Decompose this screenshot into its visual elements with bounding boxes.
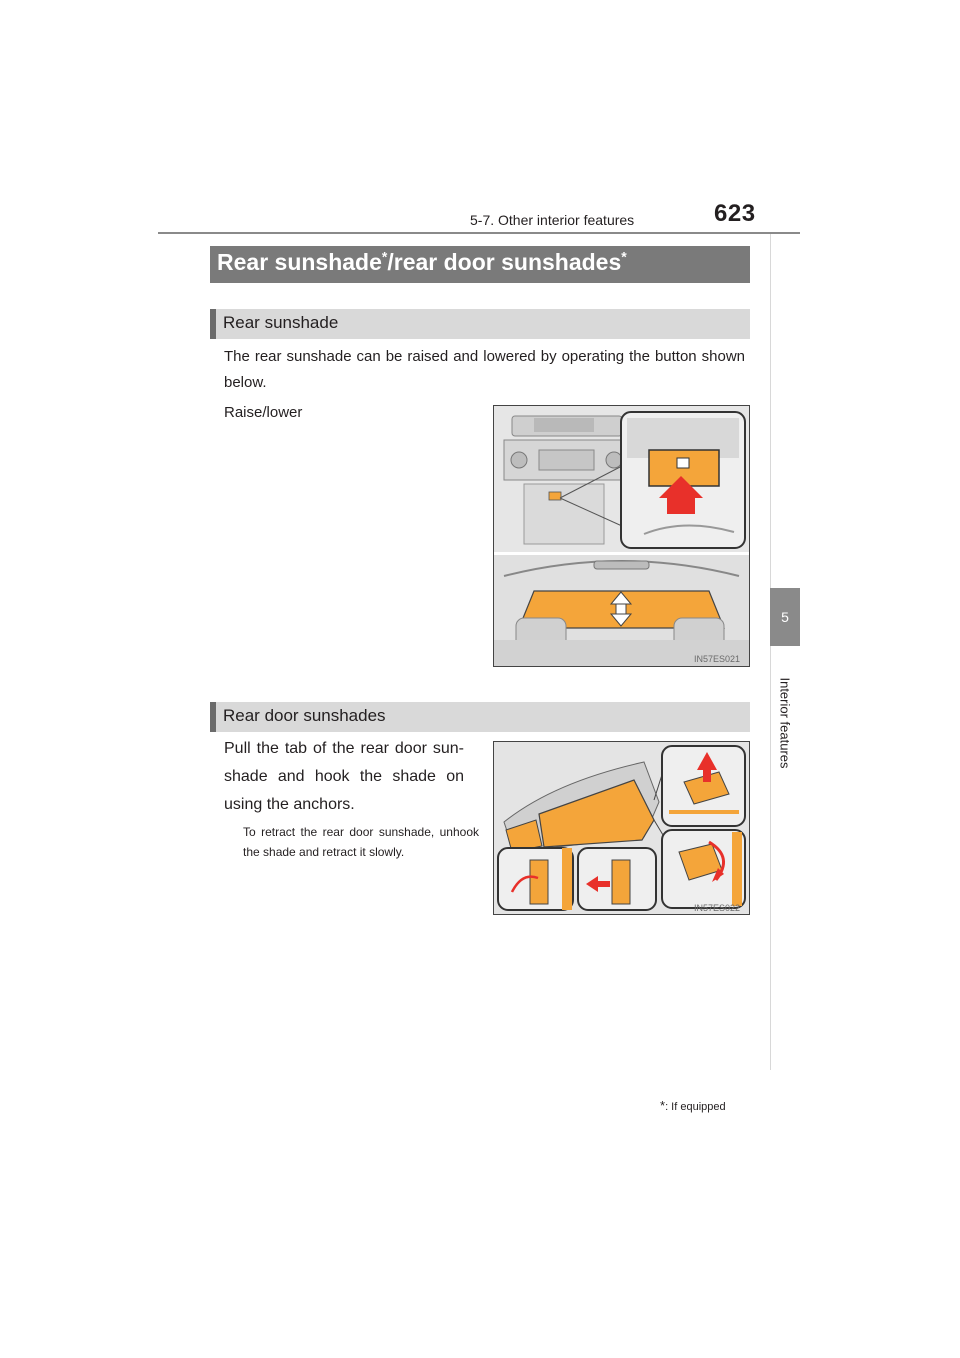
footnote-star: * — [660, 1098, 666, 1113]
title-part-2: /rear door sunshades — [387, 249, 622, 275]
page-number: 623 — [714, 200, 756, 227]
section-label: 5-7. Other interior features — [470, 212, 635, 228]
footnote-text: : If equipped — [665, 1101, 726, 1113]
figure-code-2: IN57ES022 — [694, 903, 741, 913]
figure-code-1: IN57ES021 — [694, 654, 741, 664]
rear-sunshade-illustration — [494, 406, 749, 666]
footnote — [660, 1098, 726, 1113]
if-equipped-star-1: * — [381, 248, 388, 265]
rear-door-sunshades-header-accent — [210, 702, 216, 732]
rear-sunshade-figure — [493, 405, 750, 667]
raise-lower-label: Raise/lower — [224, 404, 303, 421]
rear-sunshade-header-accent — [210, 309, 216, 339]
rear-sunshade-heading: Rear sunshade — [223, 313, 339, 332]
rear-door-sunshades-illustration — [494, 742, 749, 914]
chapter-title: Interior features — [777, 677, 793, 769]
header-rule — [158, 232, 800, 234]
if-equipped-star-2: * — [621, 248, 627, 265]
title-part-1: Rear sunshade — [217, 249, 382, 275]
rear-door-sunshades-figure — [493, 741, 750, 915]
chapter-tab[interactable]: 5 — [770, 588, 800, 646]
rear-door-sunshades-heading: Rear door sunshades — [223, 706, 386, 725]
rear-door-sunshades-paragraph: Pull the tab of the rear door sun-shade and hook the shade on using the anchors. — [224, 740, 464, 813]
rear-door-sunshades-note: To retract the rear door sunshade, unhook the shade and retract it slowly. — [243, 825, 479, 859]
chapter-tab-label — [770, 648, 800, 798]
rear-sunshade-paragraph: The rear sunshade can be raised and lowered by operating the button shown below. — [224, 348, 745, 391]
page-title — [217, 249, 627, 276]
